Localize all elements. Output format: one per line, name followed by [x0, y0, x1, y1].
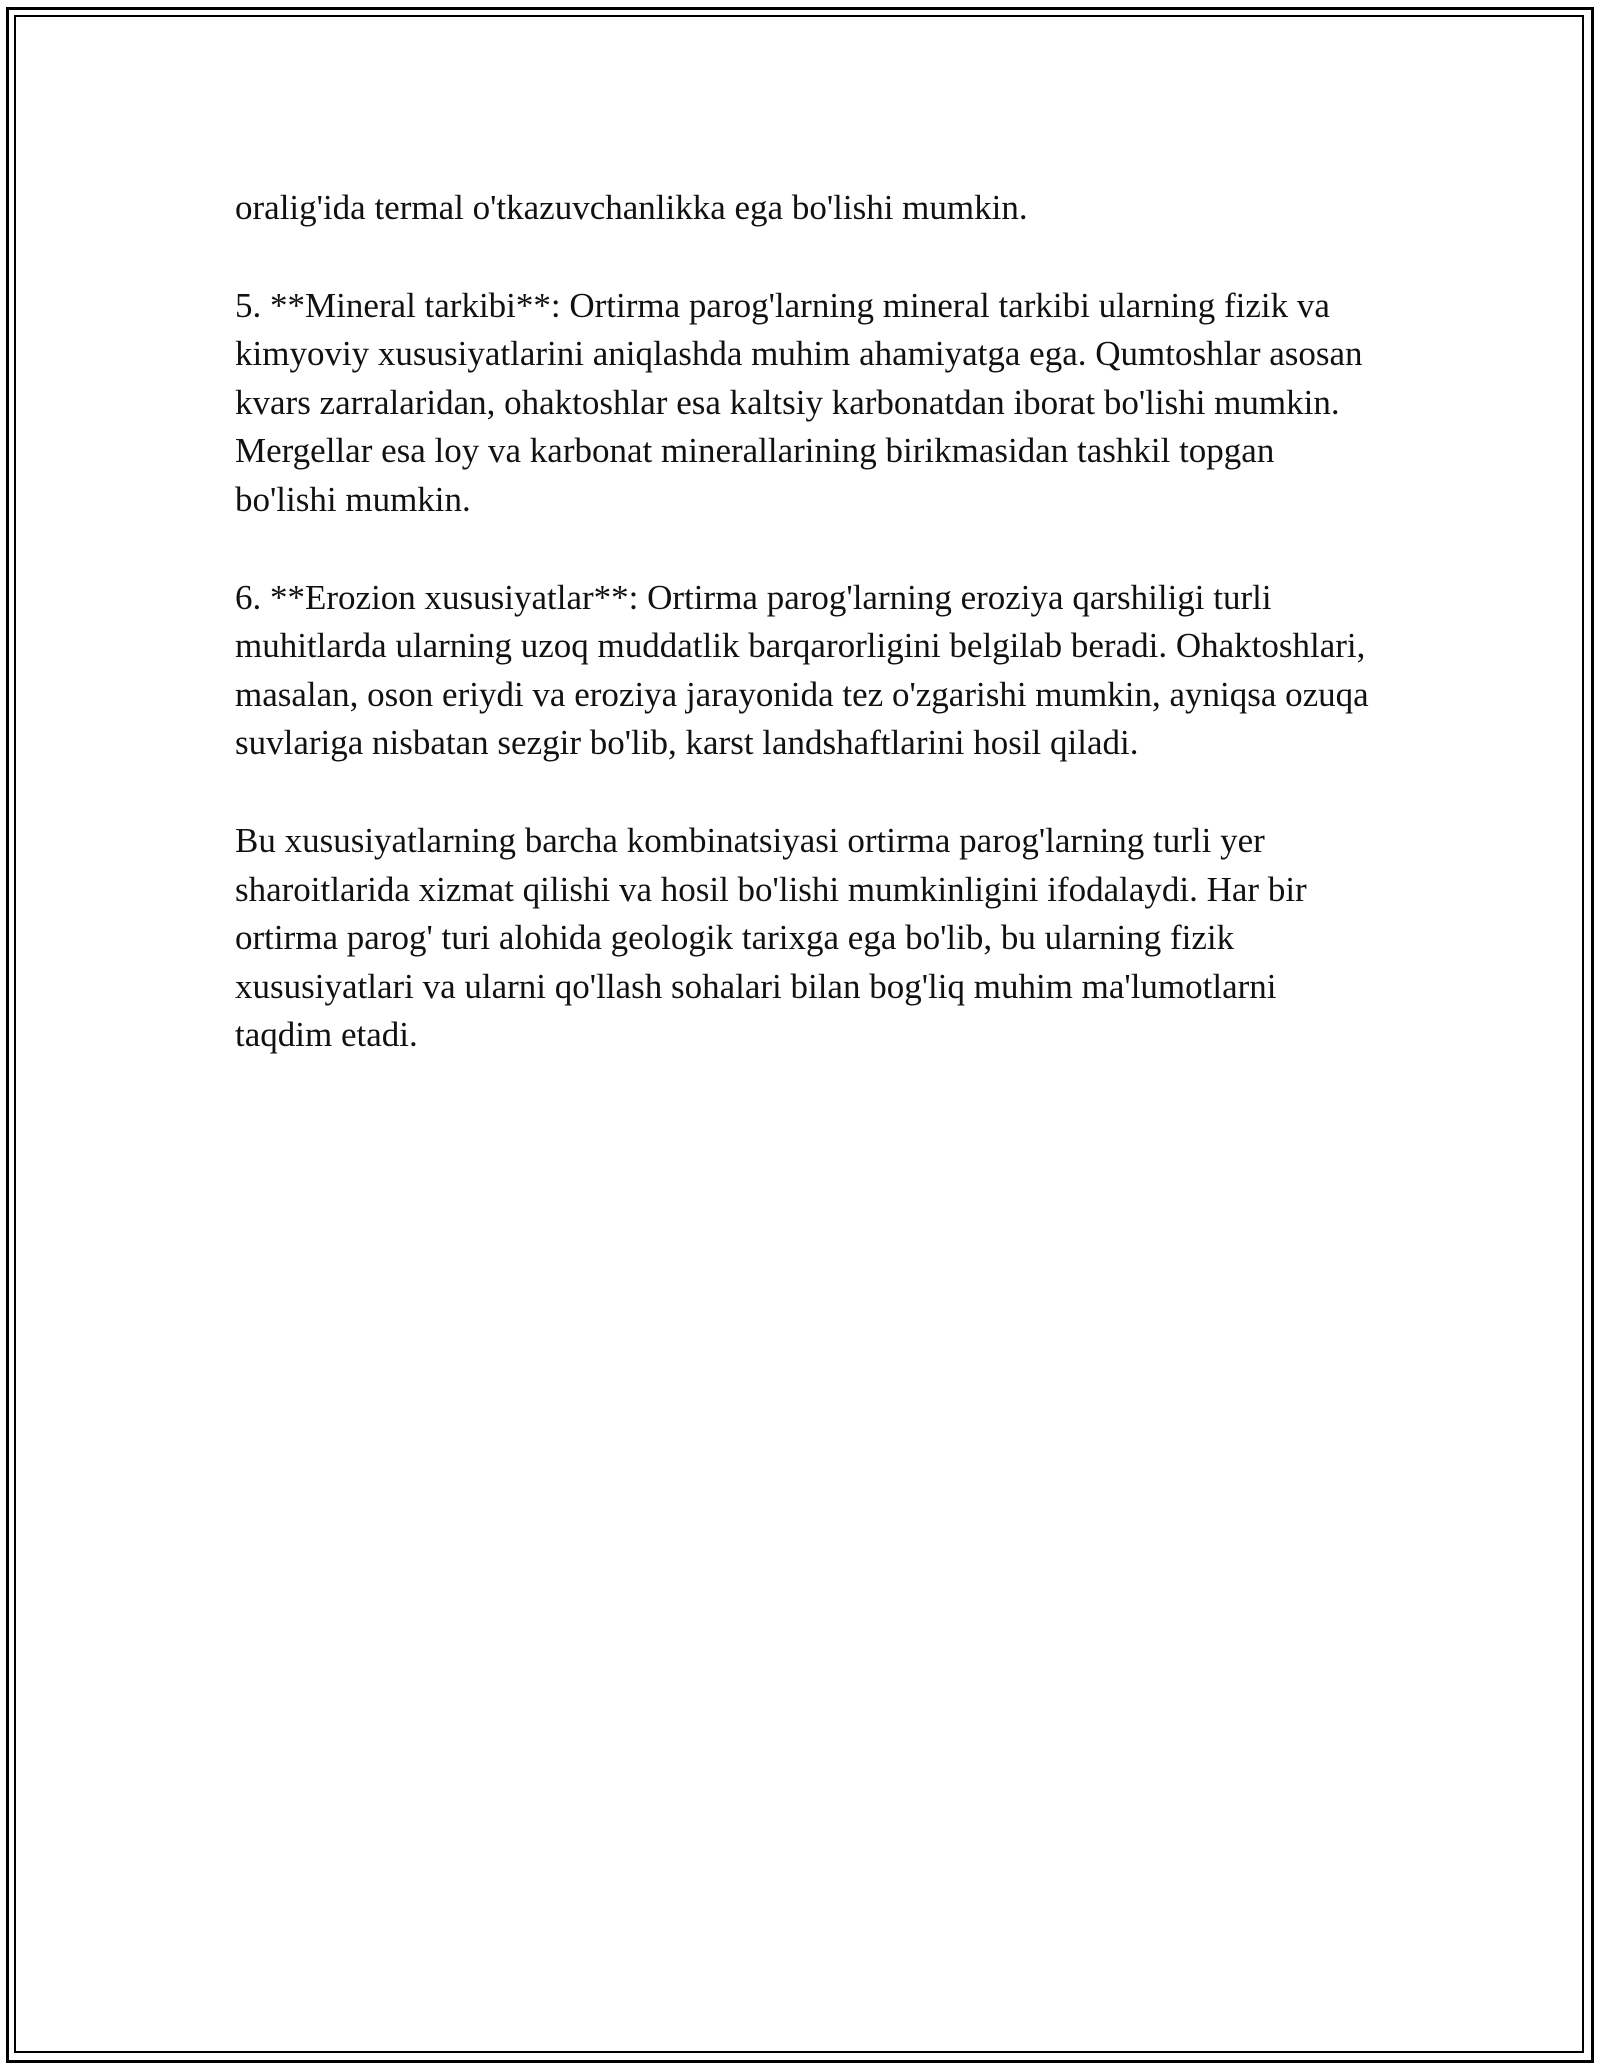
paragraph-mineral-composition: 5. **Mineral tarkibi**: Ortirma parog'larning mineral tarkibi ularning fizik va kimyoviy xususiyatlarini aniqlashda muhim ahamiyatga ega. Qumtoshlar asosan kvars zarralaridan, ohaktoshlar esa kaltsiy karbonatdan iborat bo'lishi mumkin. Mergellar esa loy va karbonat minerallarining birikmasidan tashkil topgan bo'lishi mumkin.: [235, 285, 1363, 519]
paragraph-conclusion: Bu xususiyatlarning barcha kombinatsiyasi ortirma parog'larning turli yer sharoitlarida xizmat qilishi va hosil bo'lishi mumkinligini ifodalaydi. Har bir ortirma parog' turi alohida geologik tarixga ega bo'lib, bu ularning fizik xususiyatlari va ularni qo'llash sohalari bilan bog'liq muhim ma'lumotlarni taqdim etadi.: [235, 820, 1307, 1055]
document-body: [235, 184, 1375, 1109]
paragraph-continuation: oralig'ida termal o'tkazuvchanlikka ega bo'lishi mumkin.: [235, 188, 1028, 227]
paragraph-erosion-properties: 6. **Erozion xususiyatlar**: Ortirma parog'larning eroziya qarshiligi turli muhitlarda ularning uzoq muddatlik barqarorligini belgilab beradi. Ohaktoshlari, masalan, oson eriydi va eroziya jarayonida tez o'zgarishi mumkin, ayniqsa ozuqa suvlariga nisbatan sezgir bo'lib, karst landshaftlarini hosil qiladi.: [235, 577, 1369, 763]
